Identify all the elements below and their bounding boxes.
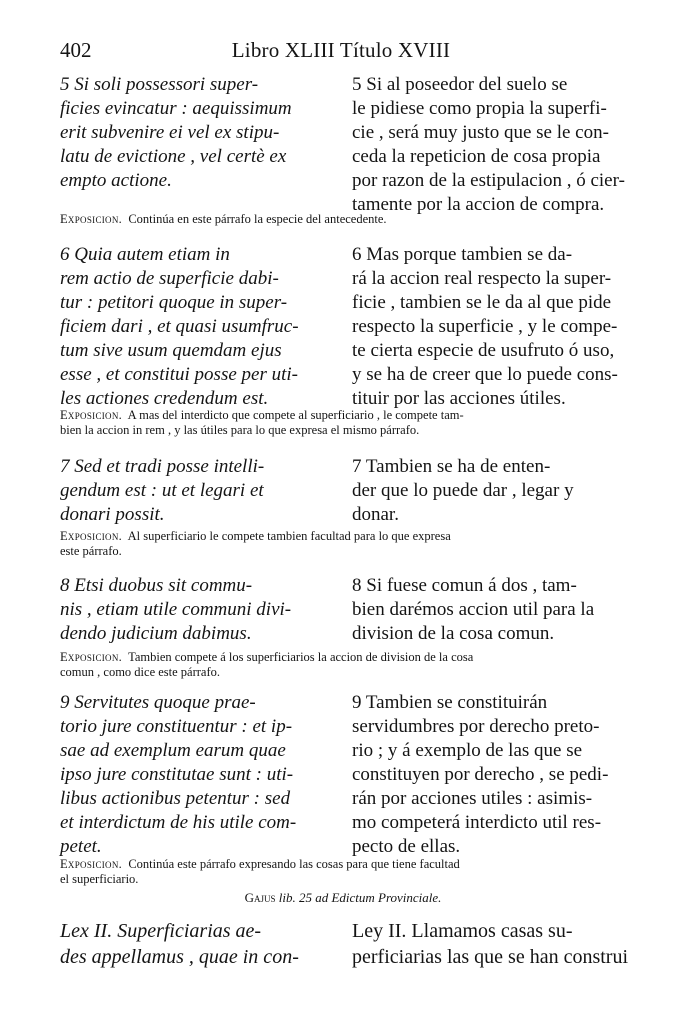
exposition-label: Exposicion. <box>60 857 123 871</box>
spanish-line: pecto de ellas. <box>352 836 461 857</box>
exposition-7 <box>60 529 626 559</box>
latin-column <box>60 73 346 193</box>
exposition-text: Al superficiario le compete tambien facultad para lo que expresa <box>127 529 451 543</box>
latin-line: et interdictum de his utile com- <box>60 812 297 833</box>
spanish-line: servidumbres por derecho preto- <box>352 716 600 737</box>
spanish-line: tamente por la accion de compra. <box>352 194 605 215</box>
latin-line: 7 Sed et tradi posse intelli- <box>60 456 265 477</box>
spanish-line: bien darémos accion util para la <box>352 599 595 620</box>
latin-column <box>60 691 346 859</box>
source-citation <box>60 890 626 906</box>
latin-line: 8 Etsi duobus sit commu- <box>60 575 253 596</box>
exposition-label: Exposicion. <box>60 529 123 543</box>
latin-line: rem actio de superficie dabi- <box>60 268 279 289</box>
exposition-5 <box>60 212 626 227</box>
section-9 <box>60 691 626 861</box>
spanish-line: y se ha de creer que lo puede cons- <box>352 364 618 385</box>
latin-line: 6 Quia autem etiam in <box>60 244 230 265</box>
spanish-line: 5 Si al poseedor del suelo se <box>352 74 568 95</box>
section-7 <box>60 455 626 530</box>
exposition-text: Tambien compete á los superficiarios la accion de division de la cosa <box>128 650 474 664</box>
spanish-line: constituyen por derecho , se pedi- <box>352 764 609 785</box>
latin-line: gendum est : ut et legari et <box>60 480 264 501</box>
spanish-line: por razon de la estipulacion , ó cier- <box>352 170 625 191</box>
section-6 <box>60 243 626 413</box>
latin-line: Lex II. Superficiarias ae- <box>60 920 262 942</box>
exposition-8 <box>60 650 626 680</box>
exposition-6 <box>60 408 626 438</box>
exposition-text: comun , como dice este párrafo. <box>60 665 221 679</box>
latin-column <box>60 574 346 646</box>
spanish-line: tituir por las acciones útiles. <box>352 388 566 409</box>
exposition-text: el superficiario. <box>60 872 139 886</box>
latin-line: ficiem dari , et quasi usumfruc- <box>60 316 299 337</box>
latin-line: dendo judicium dabimus. <box>60 623 252 644</box>
latin-line: 5 Si soli possessori super- <box>60 74 259 95</box>
spanish-column <box>352 918 629 970</box>
latin-line: tur : petitori quoque in super- <box>60 292 288 313</box>
spanish-line: der que lo puede dar , legar y <box>352 480 574 501</box>
spanish-line: te cierta especie de usufruto ó uso, <box>352 340 615 361</box>
spanish-column <box>352 455 626 527</box>
latin-line: 9 Servitutes quoque prae- <box>60 692 256 713</box>
spanish-line: rán por acciones utiles : asimis- <box>352 788 593 809</box>
spanish-line: 8 Si fuese comun á dos , tam- <box>352 575 577 596</box>
section-8 <box>60 574 626 649</box>
spanish-line: 6 Mas porque tambien se da- <box>352 244 573 265</box>
spanish-line: le pidiese como propia la superfi- <box>352 98 607 119</box>
spanish-line: donar. <box>352 504 399 525</box>
latin-column <box>60 243 346 411</box>
latin-column <box>60 918 346 970</box>
latin-line: ipso jure constitutae sunt : uti- <box>60 764 294 785</box>
spanish-column <box>352 73 626 217</box>
latin-line: donari possit. <box>60 504 165 525</box>
exposition-text: este párrafo. <box>60 544 122 558</box>
spanish-line: ceda la repeticion de cosa propia <box>352 146 601 167</box>
running-title: Libro XLIII Título XVIII <box>231 38 451 62</box>
latin-line: ficies evincatur : aequissimum <box>60 98 292 119</box>
latin-line: nis , etiam utile communi divi- <box>60 599 292 620</box>
latin-line: libus actionibus petentur : sed <box>60 788 291 809</box>
spanish-line: mo competerá interdicto util res- <box>352 812 602 833</box>
latin-line: esse , et constitui posse per uti- <box>60 364 298 385</box>
page-number: 402 <box>60 38 92 62</box>
section-5 <box>60 73 626 223</box>
spanish-line: division de la cosa comun. <box>352 623 555 644</box>
exposition-label: Exposicion. <box>60 212 123 226</box>
spanish-line: perficiarias las que se han construi <box>352 946 629 968</box>
spanish-line: cie , será muy justo que se le con- <box>352 122 609 143</box>
spanish-line: Ley II. Llamamos casas su- <box>352 920 573 942</box>
exposition-text: Continúa este párrafo expresando las cosas para que tiene facultad <box>128 857 460 871</box>
latin-line: sae ad exemplum earum quae <box>60 740 286 761</box>
latin-line: torio jure constituentur : et ip- <box>60 716 293 737</box>
latin-line: erit subvenire ei vel ex stipu- <box>60 122 280 143</box>
latin-line: empto actione. <box>60 170 172 191</box>
lex-ii <box>60 918 629 973</box>
spanish-line: rio ; y á exemplo de las que se <box>352 740 583 761</box>
latin-line: des appellamus , quae in con- <box>60 946 299 968</box>
exposition-text: Continúa en este párrafo la especie del antecedente. <box>128 212 387 226</box>
spanish-line: 9 Tambien se constituirán <box>352 692 548 713</box>
latin-line: tum sive usum quemdam ejus <box>60 340 282 361</box>
spanish-line: 7 Tambien se ha de enten- <box>352 456 551 477</box>
spanish-column <box>352 574 626 646</box>
latin-line: les actiones credendum est. <box>60 388 269 409</box>
exposition-9 <box>60 857 626 887</box>
latin-line: latu de evictione , vel certè ex <box>60 146 287 167</box>
exposition-text: bien la accion in rem , y las útiles para lo que expresa el mismo párrafo. <box>60 423 420 437</box>
exposition-label: Exposicion. <box>60 650 123 664</box>
spanish-column <box>352 243 626 411</box>
citation-author: Gajus <box>244 890 276 905</box>
spanish-column <box>352 691 626 859</box>
latin-line: petet. <box>60 836 102 857</box>
citation-rest: lib. 25 ad Edictum Provinciale. <box>278 890 442 905</box>
page-header <box>60 38 622 66</box>
exposition-label: Exposicion. <box>60 408 123 422</box>
spanish-line: ficie , tambien se le da al que pide <box>352 292 612 313</box>
latin-column <box>60 455 346 527</box>
spanish-line: respecto la superficie , y le compe- <box>352 316 618 337</box>
exposition-text: A mas del interdicto que compete al superficiario , le compete tam- <box>127 408 464 422</box>
spanish-line: rá la accion real respecto la super- <box>352 268 612 289</box>
